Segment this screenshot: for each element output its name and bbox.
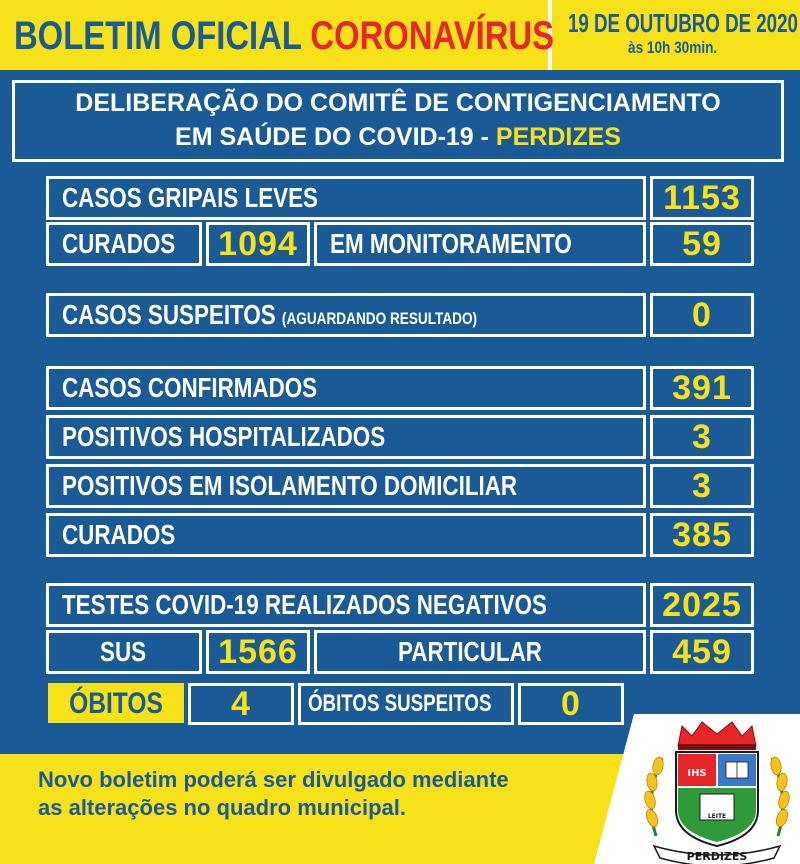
bulletin-title [14,12,554,60]
particular-label: PARTICULAR [398,636,542,667]
casos-suspeitos-value: 0 [692,296,712,334]
positivos-isolamento-value: 3 [692,467,712,505]
crest-ihs-text: IHS [687,768,707,779]
crest-leite-text: LEITE [707,813,727,820]
particular-value: 459 [672,633,732,671]
title-highlight: CORONAVÍRUS [310,14,555,58]
obitos-suspeitos-label: ÓBITOS SUSPEITOS [308,690,492,717]
positivos-hospitalizados-label: POSITIVOS HOSPITALIZADOS [62,421,386,452]
title-prefix: BOLETIM OFICIAL [14,14,302,58]
city-name: PERDIZES [495,123,621,151]
obitos-suspeitos-value: 0 [561,685,581,723]
obitos-label: ÓBITOS [69,687,163,720]
curados-value: 385 [672,516,732,554]
sus-label: SUS [100,636,147,667]
crest-ribbon-text: PERDIZES [686,850,748,863]
deliberation-line-1: DELIBERAÇÃO DO COMITÊ DE CONTIGENCIAMENTO [75,89,721,117]
em-monitoramento-label: EM MONITORAMENTO [330,228,572,259]
curados-leves-label: CURADOS [62,228,176,259]
casos-suspeitos-label [62,297,477,337]
deliberation-box [12,80,784,162]
testes-negativos-value: 2025 [662,586,742,624]
casos-confirmados-label: CASOS CONFIRMADOS [62,372,318,403]
curados-leves-value: 1094 [218,225,298,263]
casos-suspeitos-title: CASOS SUSPEITOS [62,299,276,330]
positivos-isolamento-label: POSITIVOS EM ISOLAMENTO DOMICILIAR [62,470,518,501]
deliberation-line-2 [15,123,781,152]
casos-confirmados-value: 391 [672,369,732,407]
casos-gripais-leves-label: CASOS GRIPAIS LEVES [62,182,318,213]
sus-value: 1566 [218,633,298,671]
footer-line-1: Novo boletim poderá ser divulgado mediante [38,767,509,792]
obitos-value: 4 [231,685,251,723]
bulletin-date: 19 DE OUTUBRO DE 2020 [568,8,798,38]
municipal-coat-of-arms-icon [634,718,800,864]
casos-suspeitos-note: (AGUARDANDO RESULTADO) [281,309,478,328]
em-monitoramento-value: 59 [682,225,722,263]
testes-negativos-label: TESTES COVID-19 REALIZADOS NEGATIVOS [62,589,547,620]
positivos-hospitalizados-value: 3 [692,418,712,456]
casos-gripais-leves-value: 1153 [663,179,741,217]
curados-label: CURADOS [62,519,176,550]
bulletin-time: às 10h 30min. [628,38,718,57]
deliberation-line-2-prefix: EM SAÚDE DO COVID-19 - [175,123,496,151]
footer-line-2: as alterações no quadro municipal. [38,795,406,820]
